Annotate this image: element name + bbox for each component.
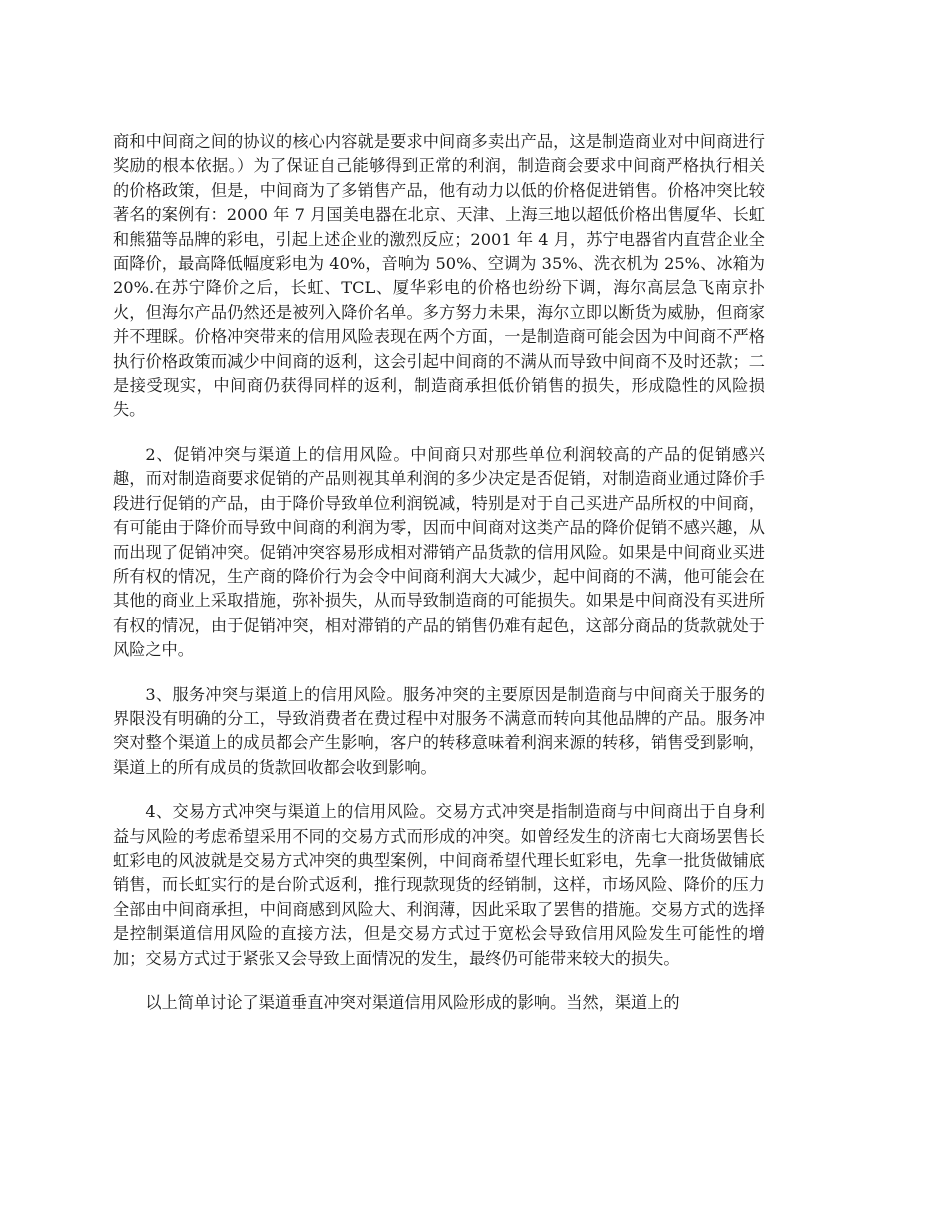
paragraph-summary: 以上简单讨论了渠道垂直冲突对渠道信用风险形成的影响。当然，渠道上的 [145, 993, 680, 1012]
paragraph-service-conflict: 3、服务冲突与渠道上的信用风险。服务冲突的主要原因是制造商与中间商关于服务的界限没有明确的分工，导致消费者在费过程中对服务不满意而转向其他品牌的产品。服务冲突对整个渠道上的成员都会产生影响，客户的转移意味着利润来源的转移，销售受到影响，渠道上的所有成员的货款回收都会收到影响。 [113, 684, 765, 777]
document-body [113, 130, 765, 1035]
paragraph-promotion-conflict: 2、促销冲突与渠道上的信用风险。中间商只对那些单位利润较高的产品的促销感兴趣，而对制造商要求促销的产品则视其单利润的多少决定是否促销，对制造商业通过降价手段进行促销的产品，由于降价导致单位利润锐减，特别是对于自己买进产品所权的中间商，有可能由于降价而导致中间商的利润为零，因而中间商对这类产品的降价促销不感兴趣，从而出现了促销冲突。促销冲突容易形成相对滞销产品货款的信用风险。如果是中间商业买进所有权的情况，生产商的降价行为会令中间商利润大大减少，起中间商的不满，他可能会在其他的商业上采取措施，弥补损失，从而导致制造商的可能损失。如果是中间商没有买进所有权的情况，由于促销冲突，相对滞销的产品的销售仍难有起色，这部分商品的货款就处于风险之中。 [113, 444, 765, 660]
paragraph-price-conflict: 商和中间商之间的协议的核心内容就是要求中间商多卖出产品，这是制造商业对中间商进行奖励的根本依据。）为了保证自己能够得到正常的利润，制造商会要求中间商严格执行相关的价格政策，但是，中间商为了多销售产品，他有动力以低的价格促进销售。价格冲突比较著名的案例有：2000 年 7 月国美电器在北京、天津、上海三地以超低价格出售厦华、长虹和熊猫等品牌的彩电，引起上述企业的激烈反应；2001 年 4 月，苏宁电器省内直营企业全面降价，最高降低幅度彩电为 40%，音响为 50%、空调为 35%、洗衣机为 25%、冰箱为 20%.在苏宁降价之后，长虹、TCL、厦华彩电的价格也纷纷下调，海尔高层急飞南京扑火，但海尔产品仍然还是被列入降价名单。多方努力未果，海尔立即以断货为威胁，但商家并不理睬。价格冲突带来的信用风险表现在两个方面，一是制造商可能会因为中间商不严格执行价格政策而减少中间商的返利，这会引起中间商的不满从而导致中间商不及时还款；二是接受现实，中间商仍获得同样的返利，制造商承担低价销售的损失，形成隐性的风险损失。 [113, 132, 765, 420]
paragraph-transaction-conflict: 4、交易方式冲突与渠道上的信用风险。交易方式冲突是指制造商与中间商出于自身利益与风险的考虑希望采用不同的交易方式而形成的冲突。如曾经发生的济南七大商场罢售长虹彩电的风波就是交易方式冲突的典型案例，中间商希望代理长虹彩电，先拿一批货做铺底销售，而长虹实行的是台阶式返利，推行现款现货的经销制，这样，市场风险、降价的压力全部由中间商承担，中间商感到风险大、利润薄，因此采取了罢售的措施。交易方式的选择是控制渠道信用风险的直接方法，但是交易方式过于宽松会导致信用风险发生可能性的增加；交易方式过于紧张又会导致上面情况的发生，最终仍可能带来较大的损失。 [113, 802, 765, 968]
